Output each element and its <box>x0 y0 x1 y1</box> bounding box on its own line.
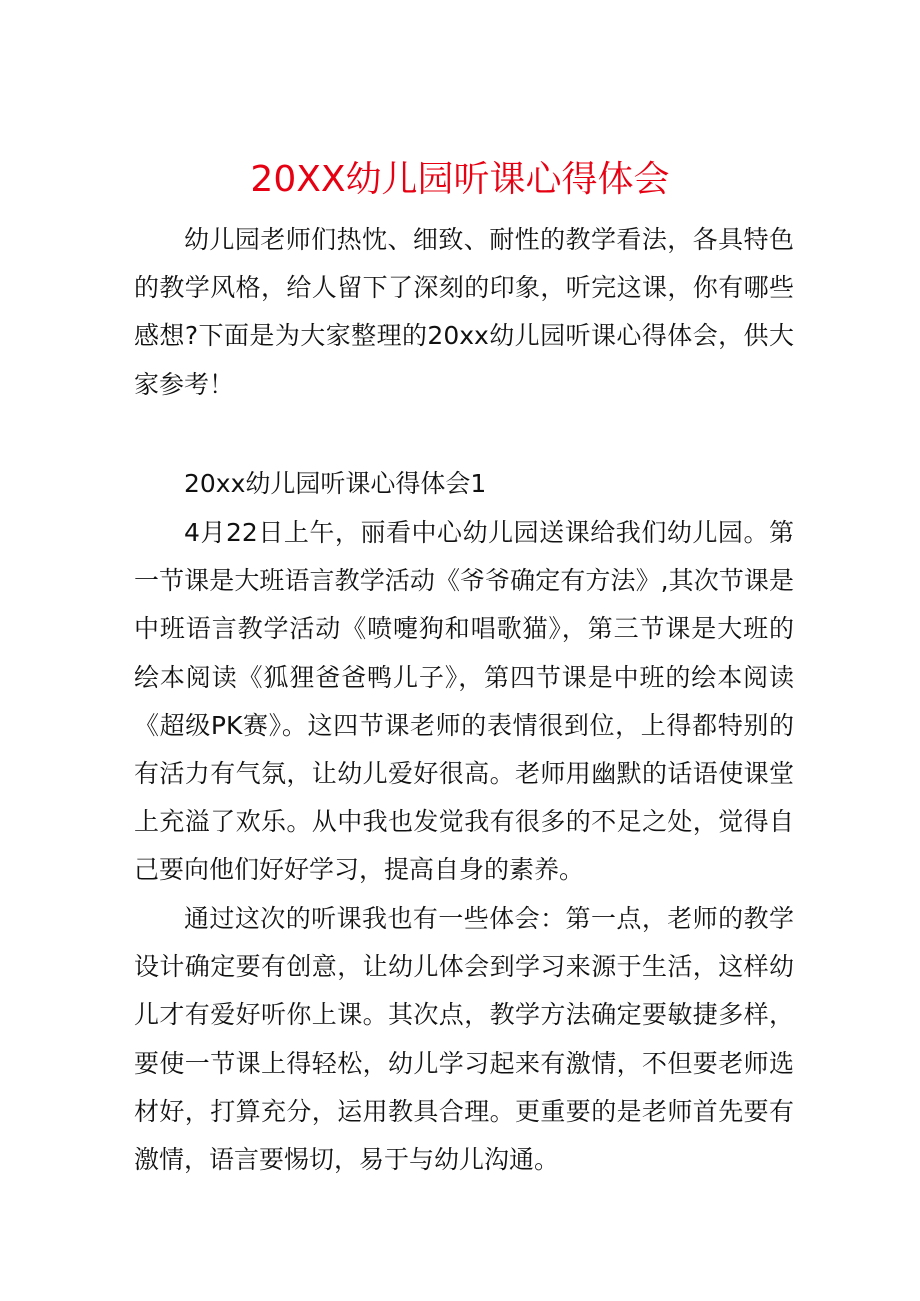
body-paragraph-2: 通过这次的听课我也有一些体会：第一点，老师的教学设计确定要有创意，让幼儿体会到学习来源于生活，这样幼儿才有爱好听你上课。其次点，教学方法确定要敏捷多样，要使一节课上得轻松，幼儿学习起来有激情，不但要老师选材好，打算充分，运用教具合理。更重要的是老师首先要有激情，语言要惕切，易于与幼儿沟通。 <box>134 904 794 1175</box>
section-heading: 20xx幼儿园听课心得体会1 <box>184 469 487 498</box>
body-paragraph-1: 4月22日上午，丽看中心幼儿园送课给我们幼儿园。第一节课是大班语言教学活动《爷爷确定有方法》,其次节课是中班语言教学活动《喷嚏狗和唱歌猫》，第三节课是大班的绘本阅读《狐狸爸爸鸭儿子》，第四节课是中班的绘本阅读《超级PK赛》。这四节课老师的表情很到位，上得都特别的有活力有气氛，让幼儿爱好很高。老师用幽默的话语使课堂上充溢了欢乐。从中我也发觉我有很多的不足之处，觉得自己要向他们好好学习，提高自身的素养。 <box>134 518 794 885</box>
intro-paragraph: 幼儿园老师们热忱、细致、耐性的教学看法，各具特色的教学风格，给人留下了深刻的印象，听完这课，你有哪些感想?下面是为大家整理的20xx幼儿园听课心得体会，供大家参考！ <box>134 225 794 399</box>
document-title: 20XX幼儿园听课心得体会 <box>250 159 670 200</box>
